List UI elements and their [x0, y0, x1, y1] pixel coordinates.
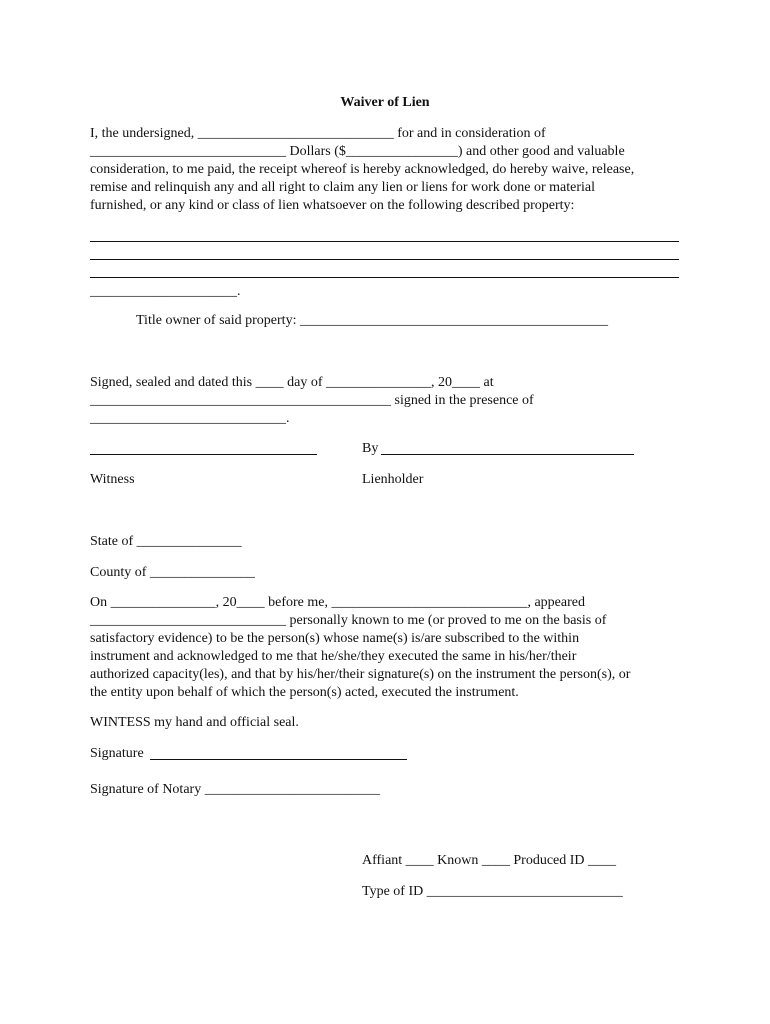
lienholder-label: Lienholder — [362, 472, 424, 487]
document-title: Waiver of Lien — [340, 95, 430, 110]
signature-line[interactable] — [150, 759, 407, 760]
notary-line-6: the entity upon behalf of which the person(s) acted, executed the instrument. — [90, 685, 519, 700]
notary-signature-line: Signature of Notary _________________________ — [90, 782, 380, 797]
type-of-id-line: Type of ID ____________________________ — [362, 884, 623, 899]
signature-label: Signature — [90, 746, 144, 761]
notary-line-4: instrument and acknowledged to me that he/she/they executed the same in his/her/their — [90, 649, 577, 664]
lienholder-signature-line[interactable] — [381, 454, 634, 455]
signed-line-1: Signed, sealed and dated this ____ day of _______________, 20____ at — [90, 375, 494, 390]
affiant-line: Affiant ____ Known ____ Produced ID ____ — [362, 853, 617, 868]
title-owner-line: Title owner of said property: ____________________________________________ — [136, 313, 608, 328]
witness-signature-line[interactable] — [90, 454, 317, 455]
by-label: By — [362, 441, 379, 456]
witness-seal-line: WINTESS my hand and official seal. — [90, 715, 299, 730]
notary-line-1: On _______________, 20____ before me, ____________________________, appeared — [90, 595, 585, 610]
witness-label: Witness — [90, 472, 135, 487]
notary-line-5: authorized capacity(les), and that by his/her/their signature(s) on the instrument the person(s), or — [90, 667, 631, 682]
notary-line-3: satisfactory evidence) to be the person(s) whose name(s) is/are subscribed to the within — [90, 631, 580, 646]
state-of-line: State of _______________ — [90, 534, 242, 549]
signed-line-2: ___________________________________________ signed in the presence of — [90, 393, 534, 408]
body-line-3: consideration, to me paid, the receipt whereof is hereby acknowledged, do hereby waive, release, — [90, 162, 635, 177]
body-line-5: furnished, or any kind or class of lien whatsoever on the following described property: — [90, 198, 575, 213]
notary-line-2: ____________________________ personally known to me (or proved to me on the basis of — [90, 613, 607, 628]
property-blank-line-1[interactable] — [90, 241, 679, 242]
body-line-4: remise and relinquish any and all right to claim any lien or liens for work done or material — [90, 180, 596, 195]
body-line-1: I, the undersigned, ____________________________ for and in consideration of — [90, 126, 546, 141]
signed-line-3: ____________________________. — [90, 411, 290, 426]
county-of-line: County of _______________ — [90, 565, 255, 580]
property-blank-line-4[interactable]: _____________________. — [90, 284, 241, 299]
body-line-2: ____________________________ Dollars ($________________) and other good and valuable — [90, 144, 625, 159]
property-blank-line-3[interactable] — [90, 277, 679, 278]
property-blank-line-2[interactable] — [90, 259, 679, 260]
